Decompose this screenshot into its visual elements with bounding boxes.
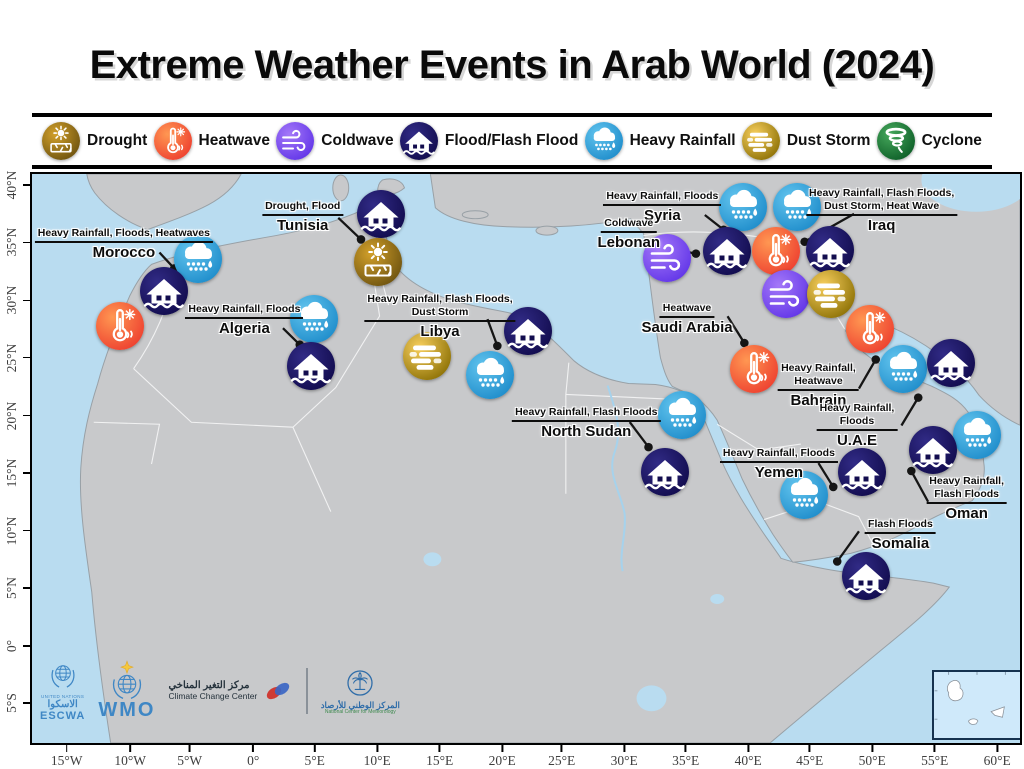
tick-mark (871, 745, 873, 752)
flood-marker-syria (703, 227, 751, 275)
event-list-label (512, 406, 660, 422)
legend-label-drought: Drought (87, 132, 148, 149)
event-list-label (778, 362, 859, 391)
tick-label: 45°E (796, 753, 824, 768)
legend-item-heatwave (154, 122, 271, 160)
country-name: Morocco (92, 244, 156, 262)
x-axis-tick (51, 745, 83, 769)
escwa-arabic-text: الاسكوا (47, 698, 78, 710)
event-list-line: Heatwave (662, 302, 712, 315)
x-axis-tick (672, 745, 699, 769)
un-emblem-icon (46, 660, 80, 694)
drought-marker-tunisia (354, 238, 402, 286)
country-name: Libya (420, 323, 460, 341)
coldwave-icon (276, 122, 314, 160)
legend-bar (32, 113, 992, 169)
tick-mark (23, 472, 30, 474)
wmo-name: WMO (98, 699, 156, 722)
event-list-line: Heatwave (794, 374, 843, 387)
tick-mark (23, 415, 30, 417)
country-name: Bahrain (790, 392, 847, 410)
tick-mark (561, 745, 563, 752)
flood-marker-yemen (838, 448, 886, 496)
climate-change-center-logo (168, 679, 293, 703)
country-name: Saudi Arabia (641, 319, 733, 337)
event-list-label (817, 402, 898, 431)
tick-mark (23, 702, 30, 704)
event-list-line: Floods (839, 414, 875, 427)
legend-label-dust-storm: Dust Storm (786, 132, 871, 149)
leader-dot (493, 342, 502, 351)
event-list-label (720, 447, 838, 463)
escwa-logo (40, 660, 85, 723)
tick-label: 60°E (983, 753, 1011, 768)
wmo-emblem-icon (108, 660, 146, 702)
country-name: Oman (945, 505, 988, 523)
legend-item-dust-storm (742, 122, 871, 160)
heavy-rainfall-marker-north-sudan (658, 391, 706, 439)
heatwave-icon (154, 122, 192, 160)
flood-marker-somalia (842, 552, 890, 600)
ccc-arabic-text: مركز التغير المناخي (168, 680, 250, 692)
legend-item-drought (42, 122, 147, 160)
country-label-oman (926, 475, 1007, 525)
ccc-name: Climate Change Center (168, 691, 258, 702)
country-name: Tunisia (276, 216, 329, 234)
legend-item-heavy-rainfall (585, 122, 736, 160)
event-list-line: Heavy Rainfall, Floods (722, 447, 835, 460)
map-area (30, 172, 1022, 745)
tick-label: 35°N (4, 228, 19, 257)
event-list-label (865, 518, 936, 534)
tick-label: 15°E (426, 753, 454, 768)
tick-mark (23, 300, 30, 302)
tick-label: 5°S (4, 693, 19, 713)
x-axis-tick (305, 745, 325, 769)
event-list-line: Coldwave (604, 216, 654, 229)
legend-item-coldwave (276, 122, 393, 160)
event-list-label (601, 217, 656, 233)
tick-label: 0° (4, 639, 19, 652)
event-list-line: Heavy Rainfall, Floods (188, 303, 301, 316)
heavy-rainfall-marker-syria (719, 183, 767, 231)
tick-mark (23, 645, 30, 647)
tick-mark (501, 745, 503, 752)
country-name: Yemen (754, 464, 804, 482)
legend-label-heavy-rainfall: Heavy Rainfall (629, 132, 736, 149)
event-list-line: Flash Floods (934, 488, 1000, 501)
x-axis-tick (489, 745, 516, 769)
country-name: Somalia (871, 534, 930, 552)
tick-label: 40°E (734, 753, 762, 768)
tick-mark (23, 587, 30, 589)
page-title: Extreme Weather Events in Arab World (2024) (89, 42, 935, 87)
tick-label: 10°W (114, 753, 147, 768)
x-axis-tick (548, 745, 575, 769)
tick-mark (934, 745, 936, 752)
heavy-rainfall-icon (585, 122, 623, 160)
tick-mark (685, 745, 687, 752)
x-axis-tick (177, 745, 202, 769)
country-label-iraq (806, 187, 957, 237)
x-axis-tick (611, 745, 638, 769)
x-axis-tick (247, 745, 259, 769)
ncm-name: National Center for Meteorology (324, 709, 396, 716)
tick-mark (252, 745, 254, 752)
inset-island-large (947, 680, 963, 700)
tick-label: 15°W (50, 753, 83, 768)
event-list-line: Drought, Flood (265, 199, 341, 212)
x-axis-tick (426, 745, 453, 769)
cyclone-icon (877, 122, 915, 160)
tick-label: 25°E (548, 753, 576, 768)
event-list-line: Heavy Rainfall, Flash Floods, (367, 292, 513, 305)
tick-label: 20°N (4, 401, 19, 430)
escwa-un-text: UNITED NATIONS (41, 694, 85, 699)
heavy-rainfall-marker-oman (953, 411, 1001, 459)
drought-icon (42, 122, 80, 160)
flood-marker-u-a-e (927, 339, 975, 387)
country-name: Algeria (218, 320, 270, 338)
heatwave-marker-morocco (96, 302, 144, 350)
country-label-lebonan (598, 213, 661, 253)
x-axis-tick (859, 745, 886, 769)
wmo-logo (98, 660, 155, 722)
heavy-rainfall-marker-bahrain (879, 345, 927, 393)
country-name: Iraq (867, 217, 896, 235)
flood-marker-algeria (287, 342, 335, 390)
leader-dot (692, 249, 701, 258)
tick-label: 5°N (4, 577, 19, 599)
tick-label: 20°E (488, 753, 516, 768)
country-label-north-sudan (512, 402, 660, 442)
inset-island-small (969, 719, 978, 724)
event-list-line: Heavy Rainfall, (819, 401, 895, 414)
tick-mark (23, 530, 30, 532)
tick-label: 40°N (4, 170, 19, 200)
tick-mark (439, 745, 441, 752)
event-list-label (806, 187, 957, 216)
tick-label: 35°E (672, 753, 700, 768)
leader-dot (829, 483, 838, 492)
event-list-line: Heavy Rainfall, (781, 361, 856, 374)
country-label-tunisia (262, 196, 343, 236)
event-list-label (262, 200, 343, 216)
tick-label: 10°N (4, 516, 19, 546)
flood-marker-oman (909, 426, 957, 474)
ccc-petals-icon (263, 679, 293, 703)
x-axis-tick (921, 745, 948, 769)
x-axis-tick (364, 745, 391, 769)
heavy-rainfall-marker-libya (466, 351, 514, 399)
event-list-line: Heavy Rainfall, (929, 475, 1004, 487)
tick-mark (809, 745, 811, 752)
tick-label: 15°N (4, 458, 19, 488)
ncm-arabic-text: المركز الوطني للأرصاد (320, 699, 400, 710)
leader-dot (833, 557, 842, 566)
event-list-line: Heavy Rainfall, Flash Floods (515, 406, 658, 419)
legend-label-coldwave: Coldwave (321, 132, 394, 149)
event-list-label (660, 302, 714, 318)
event-list-line: Heavy Rainfall, Floods, Heatwaves (37, 226, 210, 239)
tick-label: 30°N (4, 286, 19, 315)
event-list-label (364, 293, 515, 322)
tick-mark (23, 242, 30, 244)
tick-label: 25°N (4, 343, 19, 372)
inset-map (932, 670, 1022, 740)
x-axis (30, 745, 1022, 768)
tick-mark (189, 745, 191, 752)
tick-mark (376, 745, 378, 752)
heatwave-marker-saudi-arabia (730, 345, 778, 393)
event-list-label (35, 227, 213, 243)
legend-label-heatwave: Heatwave (198, 132, 271, 149)
event-list-line: Flash Floods (868, 517, 933, 530)
country-name: U.A.E (836, 431, 877, 449)
tick-label: 0° (247, 753, 260, 768)
tick-label: 5°E (304, 753, 325, 768)
logos-strip (40, 660, 400, 723)
y-axis (0, 172, 30, 745)
x-axis-tick (114, 745, 146, 769)
tick-mark (66, 745, 68, 752)
event-list-label (926, 475, 1007, 504)
country-name: Lebonan (597, 233, 660, 251)
event-list-line: Dust Storm (411, 306, 469, 319)
legend-item-flood (400, 122, 578, 160)
heatwave-marker-iraq (752, 227, 800, 275)
country-label-algeria (185, 299, 303, 339)
tick-label: 55°E (921, 753, 949, 768)
coldwave-marker-iraq (762, 270, 810, 318)
ncm-palm-emblem-icon (344, 667, 376, 699)
country-label-libya (364, 293, 515, 343)
tick-label: 30°E (610, 753, 638, 768)
tick-mark (623, 745, 625, 752)
tick-mark (23, 184, 30, 186)
leader-line (859, 359, 876, 388)
legend-item-cyclone (877, 122, 982, 160)
flood-marker-morocco (140, 267, 188, 315)
event-list-label (603, 190, 721, 206)
legend-label-cyclone: Cyclone (921, 132, 982, 149)
ncm-logo (321, 667, 400, 716)
escwa-name: ESCWA (40, 709, 86, 722)
tick-mark (996, 745, 998, 752)
event-list-line: Dust Storm, Heat Wave (824, 200, 940, 213)
tick-label: 50°E (858, 753, 886, 768)
x-axis-tick (796, 745, 823, 769)
tick-mark (23, 357, 30, 359)
event-list-line: Heavy Rainfall, Floods (606, 189, 719, 202)
dust-storm-icon (742, 122, 780, 160)
tick-mark (314, 745, 316, 752)
logo-divider (306, 668, 308, 714)
country-label-saudi-arabia (641, 298, 732, 338)
leader-line (901, 398, 918, 426)
leader-dot (914, 393, 923, 402)
tick-label: 10°E (363, 753, 391, 768)
flood-icon (400, 122, 438, 160)
flood-marker-north-sudan (641, 448, 689, 496)
legend-label-flood: Flood/Flash Flood (444, 132, 579, 149)
event-list-label (185, 303, 303, 319)
x-axis-tick (735, 745, 762, 769)
x-axis-tick (984, 745, 1011, 769)
event-list-line: Heavy Rainfall, Flash Floods, (809, 187, 955, 200)
country-label-yemen (720, 443, 838, 483)
country-label-morocco (35, 223, 213, 263)
tick-label: 5°W (177, 753, 203, 768)
tick-mark (129, 745, 131, 752)
country-name: North Sudan (541, 423, 632, 441)
flood-marker-tunisia (357, 190, 405, 238)
country-label-somalia (865, 514, 936, 554)
tick-mark (747, 745, 749, 752)
inset-island-triangle (991, 707, 1004, 717)
country-name: Syria (643, 207, 681, 225)
